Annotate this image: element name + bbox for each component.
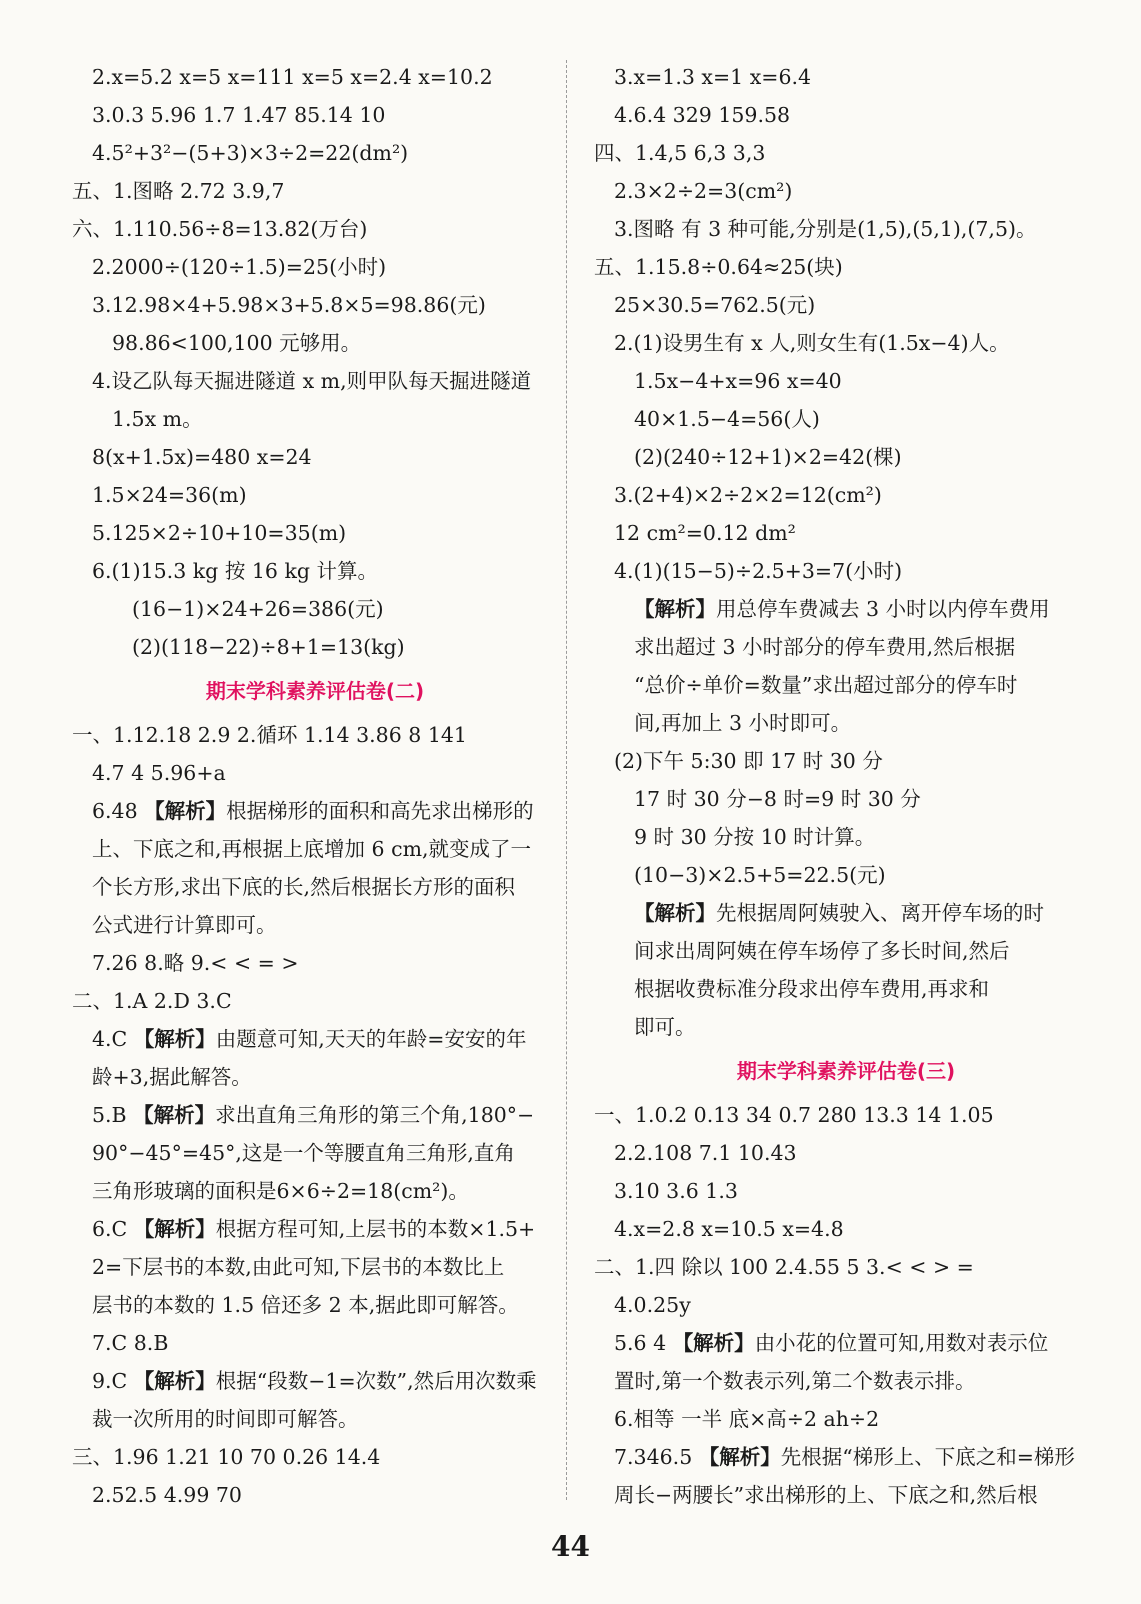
analysis-marker: 【解析】 (144, 799, 227, 823)
answer-line: 求出超过 3 小时部分的停车费用,然后根据 (634, 635, 1016, 659)
answer-line: 三角形玻璃的面积是6×6÷2=18(cm²)。 (92, 1179, 469, 1203)
answer-line: 六、1.110.56÷8=13.82(万台) (72, 217, 368, 241)
answer-line: 1.5x−4+x=96 x=40 (634, 369, 842, 393)
answer-line: (2)下午 5:30 即 17 时 30 分 (614, 749, 883, 773)
page-number: 44 (551, 1530, 590, 1563)
answer-line: 二、1.A 2.D 3.C (72, 989, 232, 1013)
answer-line: 三、1.96 1.21 10 70 0.26 14.4 (72, 1445, 381, 1469)
answer-line: 4.x=2.8 x=10.5 x=4.8 (614, 1217, 844, 1241)
analysis-marker: 【解析】 (698, 1445, 781, 1469)
answer-line: 6.48 【解析】根据梯形的面积和高先求出梯形的 (92, 799, 534, 823)
answer-line: 7.C 8.B (92, 1331, 169, 1355)
answer-line: 5.125×2÷10+10=35(m) (92, 521, 347, 545)
answer-line: 5.6 4 【解析】由小花的位置可知,用数对表示位 (614, 1331, 1049, 1355)
answer-line: 4.6.4 329 159.58 (614, 103, 791, 127)
answer-line: 4.设乙队每天掘进隧道 x m,则甲队每天掘进隧道 (92, 369, 532, 393)
answer-line: 3.12.98×4+5.98×3+5.8×5=98.86(元) (92, 293, 486, 317)
answer-line: 2.2.108 7.1 10.43 (614, 1141, 797, 1165)
analysis-marker: 【解析】 (672, 1331, 755, 1355)
answer-line: 2.(1)设男生有 x 人,则女生有(1.5x−4)人。 (614, 331, 1010, 355)
section-heading: 期末学科素养评估卷(二) (205, 679, 425, 703)
analysis-marker: 【解析】 (133, 1027, 216, 1051)
answer-line: 2.x=5.2 x=5 x=111 x=5 x=2.4 x=10.2 (92, 65, 493, 89)
answer-line: 四、1.4,5 6,3 3,3 (594, 141, 766, 165)
answer-line: 五、1.15.8÷0.64≈25(块) (594, 255, 843, 279)
answer-line: 17 时 30 分−8 时=9 时 30 分 (634, 787, 921, 811)
answer-line: 6.(1)15.3 kg 按 16 kg 计算。 (92, 559, 378, 583)
answer-line: 3.10 3.6 1.3 (614, 1179, 738, 1203)
answer-line: 3.图略 有 3 种可能,分别是(1,5),(5,1),(7,5)。 (614, 217, 1037, 241)
section-heading: 期末学科素养评估卷(三) (736, 1059, 956, 1083)
answer-line: 3.x=1.3 x=1 x=6.4 (614, 65, 812, 89)
answer-line: (2)(118−22)÷8+1=13(kg) (132, 635, 405, 659)
answer-line: 7.26 8.略 9.< < = > (92, 951, 299, 975)
answer-line: 间,再加上 3 小时即可。 (634, 711, 852, 735)
answer-line: 2.3×2÷2=3(cm²) (614, 179, 793, 203)
answer-line: 7.346.5 【解析】先根据“梯形上、下底之和=梯形 (614, 1445, 1075, 1469)
left-column (72, 58, 558, 1514)
answer-line: 2.52.5 4.99 70 (92, 1483, 242, 1507)
answer-line: 25×30.5=762.5(元) (614, 293, 816, 317)
answer-line: 间求出周阿姨在停车场停了多长时间,然后 (634, 939, 1010, 963)
answer-line: 5.B 【解析】求出直角三角形的第三个角,180°− (92, 1103, 535, 1127)
answer-line: 1.5x m。 (112, 407, 203, 431)
answer-line: 9.C 【解析】根据“段数−1=次数”,然后用次数乘 (92, 1369, 537, 1393)
answer-line: 龄+3,据此解答。 (92, 1065, 252, 1089)
answer-line: 4.(1)(15−5)÷2.5+3=7(小时) (614, 559, 903, 583)
analysis-marker: 【解析】 (634, 901, 716, 925)
answer-line: 1.5×24=36(m) (92, 483, 247, 507)
answer-line: 五、1.图略 2.72 3.9,7 (72, 179, 285, 203)
answer-line: 4.7 4 5.96+a (92, 761, 226, 785)
analysis-marker: 【解析】 (133, 1103, 216, 1127)
answer-line: 4.C 【解析】由题意可知,天天的年龄=安安的年 (92, 1027, 527, 1051)
analysis-marker: 【解析】 (133, 1369, 216, 1393)
analysis-marker: 【解析】 (634, 597, 716, 621)
answer-line: 一、1.0.2 0.13 34 0.7 280 13.3 14 1.05 (594, 1103, 994, 1127)
answer-line: 即可。 (634, 1015, 696, 1039)
answer-line: 2=下层书的本数,由此可知,下层书的本数比上 (92, 1255, 505, 1279)
answer-line: 98.86<100,100 元够用。 (112, 331, 362, 355)
answer-line: 3.(2+4)×2÷2×2=12(cm²) (614, 483, 882, 507)
answer-line: 9 时 30 分按 10 时计算。 (634, 825, 876, 849)
answer-line: 一、1.12.18 2.9 2.循环 1.14 3.86 8 141 (72, 723, 467, 747)
answer-line: 8(x+1.5x)=480 x=24 (92, 445, 312, 469)
answer-line: 90°−45°=45°,这是一个等腰直角三角形,直角 (92, 1141, 515, 1165)
answer-line: 置时,第一个数表示列,第二个数表示排。 (614, 1369, 976, 1393)
answer-line: 根据收费标准分段求出停车费用,再求和 (634, 977, 990, 1001)
answer-line: 【解析】先根据周阿姨驶入、离开停车场的时 (634, 901, 1044, 925)
answer-line: 6.相等 一半 底×高÷2 ah÷2 (614, 1407, 880, 1431)
answer-line: 3.0.3 5.96 1.7 1.47 85.14 10 (92, 103, 386, 127)
answer-line: 4.5²+3²−(5+3)×3÷2=22(dm²) (92, 141, 409, 165)
analysis-marker: 【解析】 (133, 1217, 216, 1241)
answer-line: 6.C 【解析】根据方程可知,上层书的本数×1.5+ (92, 1217, 536, 1241)
answer-line: 裁一次所用的时间即可解答。 (92, 1407, 359, 1431)
answer-line: 【解析】用总停车费减去 3 小时以内停车费用 (634, 597, 1050, 621)
answer-line: 上、下底之和,再根据上底增加 6 cm,就变成了一 (92, 837, 532, 861)
answer-line: 二、1.四 除以 100 2.4.55 5 3.< < > = (594, 1255, 974, 1279)
right-column (594, 58, 1098, 1514)
answer-line: 周长−两腰长”求出梯形的上、下底之和,然后根 (614, 1483, 1038, 1507)
column-divider (566, 60, 567, 1500)
answer-line: (10−3)×2.5+5=22.5(元) (634, 863, 886, 887)
answer-line: 12 cm²=0.12 dm² (614, 521, 796, 545)
answer-line: 2.2000÷(120÷1.5)=25(小时) (92, 255, 387, 279)
answer-line: (16−1)×24+26=386(元) (132, 597, 384, 621)
answer-line: “总价÷单价=数量”求出超过部分的停车时 (634, 673, 1018, 697)
answer-line: 40×1.5−4=56(人) (634, 407, 820, 431)
answer-line: 公式进行计算即可。 (92, 913, 277, 937)
answer-line: 个长方形,求出下底的长,然后根据长方形的面积 (92, 875, 516, 899)
answer-line: (2)(240÷12+1)×2=42(棵) (634, 445, 902, 469)
answer-line: 4.0.25y (614, 1293, 691, 1317)
answer-line: 层书的本数的 1.5 倍还多 2 本,据此即可解答。 (92, 1293, 519, 1317)
